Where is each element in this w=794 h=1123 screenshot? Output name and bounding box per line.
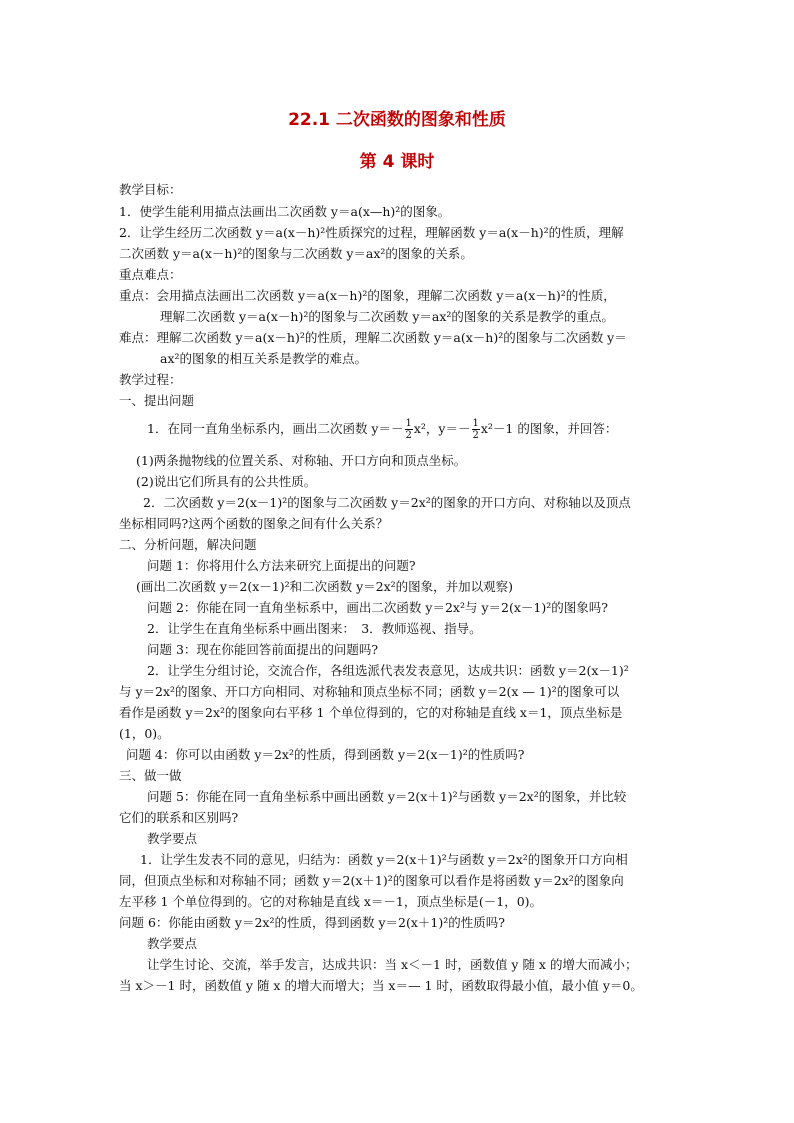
text-line: 难点：理解二次函数 y＝a(x－h)²的性质，理解二次函数 y＝a(x－h)²的图象与二次函数 y＝	[119, 330, 627, 345]
text-line: 它们的联系和区别吗?	[119, 810, 239, 825]
text-line: ax²的图象的相互关系是教学的难点。	[160, 351, 368, 366]
text-line: 2．让学生经历二次函数 y＝a(x－h)²性质探究的过程，理解函数 y＝a(x－h)²的性质，理解	[119, 225, 624, 240]
text-line: 教学要点	[147, 831, 198, 846]
text-line: 理解二次函数 y＝a(x－h)²的图象与二次函数 y＝ax²的图象的关系是教学的重点。	[160, 309, 614, 324]
text-line: 1．让学生发表不同的意见，归结为：函数 y＝2(x＋1)²与函数 y＝2x²的图象开口方向相	[140, 852, 628, 867]
text-line: 二、分析问题，解决问题	[119, 537, 257, 552]
text-line: 问题 2：你能在同一直角坐标系中，画出二次函数 y＝2x²与 y＝2(x－1)²的图象吗?	[147, 600, 608, 615]
page-title: 22.1 二次函数的图象和性质	[288, 110, 506, 130]
fraction-one-half: $\frac{1}{2}$	[405, 418, 412, 441]
question-1-line: 1．在同一直角坐标系内，画出二次函数 y＝－ $\frac{1}{2}$ x²，y＝－ $\frac{1}{2}$ x²－1 的图象，并回答：	[147, 418, 618, 441]
text-line: (1)两条抛物线的位置关系、对称轴、开口方向和顶点坐标。	[136, 453, 467, 468]
text-line: 重点难点：	[119, 267, 182, 282]
text-line: 教学过程：	[119, 372, 182, 387]
text-line: 问题 6：你能由函数 y＝2x²的性质，得到函数 y＝2(x＋1)²的性质吗?	[119, 915, 505, 930]
text-line: 同，但顶点坐标和对称轴不同；函数 y＝2(x＋1)²的图象可以看作是将函数 y＝2x²的图象向	[119, 873, 624, 888]
text-line: 三、做一做	[119, 768, 182, 783]
text-line: 问题 4：你可以由函数 y＝2x²的性质，得到函数 y＝2(x－1)²的性质吗?	[126, 747, 525, 762]
text-line: 一、提出问题	[119, 393, 195, 408]
text-line: 1．使学生能利用描点法画出二次函数 y＝a(x—h)²的图象。	[119, 204, 451, 219]
text-line: 2．让学生分组讨论，交流合作，各组选派代表发表意见，达成共识：函数 y＝2(x－1)²	[147, 663, 629, 678]
text-line: 2．让学生在直角坐标系中画出图来： 3．教师巡视、指导。	[147, 621, 482, 636]
text-line: 教学目标：	[119, 182, 182, 197]
text-line: 教学要点	[147, 936, 198, 951]
text-line: 重点：会用描点法画出二次函数 y＝a(x－h)²的图象，理解二次函数 y＝a(x－h)²的性质，	[119, 288, 616, 303]
text-line: (画出二次函数 y＝2(x－1)²和二次函数 y＝2x²的图象，并加以观察)	[136, 579, 514, 594]
text-line: 问题 3：现在你能回答前面提出的问题吗?	[147, 642, 379, 657]
lesson-subtitle: 第 4 课时	[359, 152, 435, 172]
text-line: 看作是函数 y＝2x²的图象向右平移 1 个单位得到的，它的对称轴是直线 x＝1，顶点坐标是	[119, 705, 623, 720]
text-line: (2)说出它们所具有的公共性质。	[136, 474, 317, 489]
text-line: 与 y＝2x²的图象、开口方向相同、对称轴和顶点坐标不同；函数 y＝2(x — 1)²的图象可以	[119, 684, 620, 699]
fraction-one-half: $\frac{1}{2}$	[472, 418, 479, 441]
text-line: 让学生讨论、交流，举手发言，达成共识：当 x＜－1 时，函数值 y 随 x 的增大而减小；	[147, 957, 638, 972]
text-line: 坐标相同吗?这两个函数的图象之间有什么关系？	[119, 516, 389, 531]
text-line: 二次函数 y＝a(x－h)²的图象与二次函数 y＝ax²的图象的关系。	[119, 246, 473, 261]
text-line: 2．二次函数 y＝2(x－1)²的图象与二次函数 y＝2x²的图象的开口方向、对称轴以及顶点	[143, 495, 631, 510]
text-line: 问题 1：你将用什么方法来研究上面提出的问题?	[147, 558, 416, 573]
text-line: (1，0)。	[119, 726, 170, 741]
text-line: 左平移 1 个单位得到的。它的对称轴是直线 x＝－1，顶点坐标是(－1，0)。	[119, 894, 543, 909]
text-line: 问题 5：你能在同一直角坐标系中画出函数 y＝2(x＋1)²与函数 y＝2x²的图象，并比较	[147, 789, 627, 804]
text-line: 当 x＞－1 时，函数值 y 随 x 的增大而增大；当 x＝— 1 时，函数取得最小值，最小值 y＝0。	[119, 978, 643, 993]
